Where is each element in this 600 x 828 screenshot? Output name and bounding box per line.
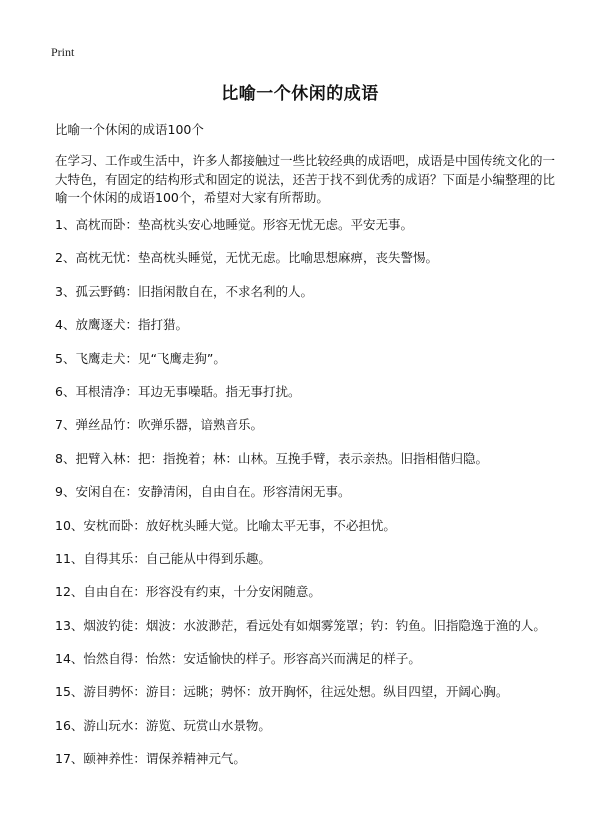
list-item: 4、放鹰逐犬：指打猎。 — [55, 317, 188, 333]
list-item: 12、自由自在：形容没有约束，十分安闲随意。 — [55, 584, 321, 600]
list-item: 1、高枕而卧：垫高枕头安心地睡觉。形容无忧无虑。平安无事。 — [55, 217, 413, 232]
list-item: 14、怡然自得：怡然：安适愉快的样子。形容高兴而满足的样子。 — [55, 651, 421, 667]
list-item: 9、安闲自在：安静清闲，自由自在。形容清闲无事。 — [55, 484, 351, 500]
subtitle: 比喻一个休闲的成语100个 — [55, 122, 204, 137]
list-item: 3、孤云野鹤：旧指闲散自在，不求名利的人。 — [55, 283, 313, 299]
idiom-list — [55, 216, 555, 784]
list-item: 13、烟波钓徒：烟波：水波渺茫，看远处有如烟雾笼罩；钓：钓鱼。旧指隐逸于渔的人。 — [55, 617, 546, 633]
list-item: 5、飞鹰走犬：见“飞鹰走狗”。 — [55, 350, 226, 366]
list-item: 15、游目骋怀：游目：远眺；骋怀：放开胸怀，往远处想。纵目四望，开阔心胸。 — [55, 684, 509, 700]
list-item: 16、游山玩水：游览、玩赏山水景物。 — [55, 717, 271, 733]
list-item: 2、高枕无忧：垫高枕头睡觉，无忧无虑。比喻思想麻痹，丧失警惕。 — [55, 250, 438, 266]
page-title: 比喻一个休闲的成语 — [221, 84, 379, 104]
intro-paragraph: 在学习、工作或生活中，许多人都接触过一些比较经典的成语吧，成语是中国传统文化的一大特色，有固定的结构形式和固定的说法，还苦于找不到优秀的成语？下面是小编整理的比喻一个休闲的成语100个，希望对大家有所帮助。 — [55, 153, 556, 205]
list-item: 6、耳根清净：耳边无事噪聒。指无事打扰。 — [55, 383, 301, 399]
list-item: 7、弹丝品竹：吹弹乐器，谙熟音乐。 — [55, 417, 263, 433]
list-item: 11、自得其乐：自己能从中得到乐趣。 — [55, 550, 271, 566]
list-item: 8、把臂入林：把：指挽着；林：山林。互挽手臂，表示亲热。旧指相偕归隐。 — [55, 450, 488, 466]
print-link[interactable]: Print — [51, 45, 75, 59]
list-item: 17、颐神养性：谓保养精神元气。 — [55, 751, 246, 767]
list-item: 10、安枕而卧：放好枕头睡大觉。比喻太平无事，不必担忧。 — [55, 517, 396, 533]
